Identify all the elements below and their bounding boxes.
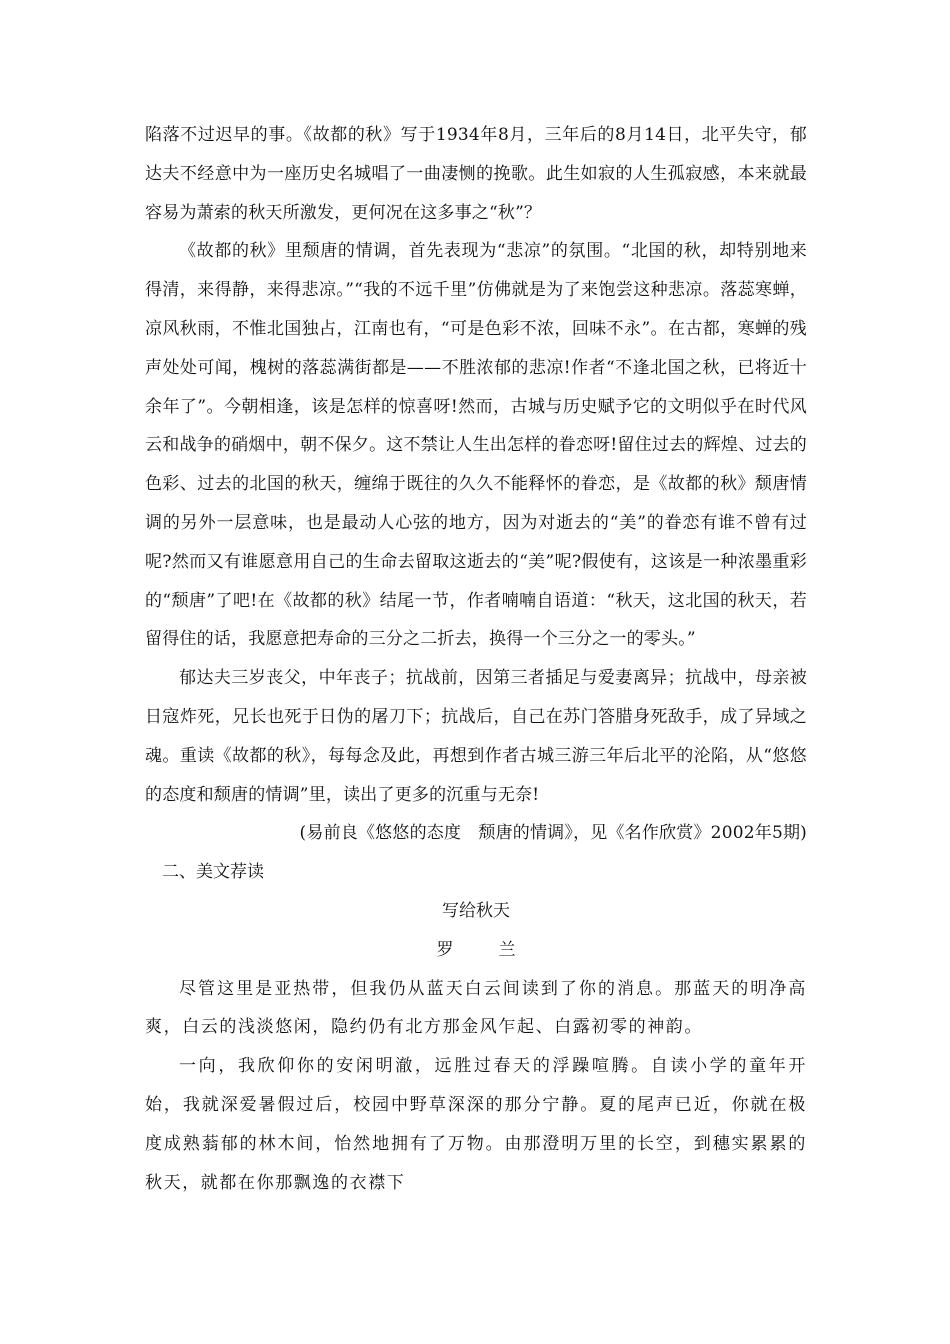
essay-body <box>145 970 807 1203</box>
essay-author: 罗 兰 <box>436 939 530 960</box>
text-column <box>145 116 807 1202</box>
essay-paragraph-2: 一向，我欣仰你的安闲明澈，远胜过春天的浮躁喧腾。自读小学的童年开始，我就深爱暑假过后，校园中野草深深的那分宁静。夏的尾声已近，你就在极度成熟蓊郁的林木间，怡然地拥有了万物。由那澄明万里的长空，到穗实累累的秋天，就都在你那飘逸的衣襟下 <box>145 1056 807 1193</box>
article-citation: (易前良《悠悠的态度 颓唐的情调》，见《名作欣赏》2002年5期) <box>299 823 807 844</box>
article-paragraph-3: 郁达夫三岁丧父，中年丧子；抗战前，因第三者插足与爱妻离异；抗战中，母亲被日寇炸死，兄长也死于日伪的屠刀下；抗战后，自己在苏门答腊身死敌手，成了异域之魂。重读《故都的秋》，每每念及此，再想到作者古城三游三年后北平的沦陷，从“悠悠的态度和颓唐的情调”里，读出了更多的沉重与无奈! <box>145 668 807 805</box>
section-heading: 二、美文荐读 <box>162 862 264 883</box>
essay-paragraph-1: 尽管这里是亚热带，但我仍从蓝天白云间读到了你的消息。那蓝天的明净高爽，白云的浅淡悠闲，隐约仍有北方那金风乍起、白露初零的神韵。 <box>145 978 807 1038</box>
essay-title: 写给秋天 <box>442 900 510 921</box>
article-paragraph-1: 陷落不过迟早的事。《故都的秋》写于1934年8月，三年后的8月14日，北平失守，郁达夫不经意中为一座历史名城唱了一曲凄恻的挽歌。此生如寂的人生孤寂感，本来就最容易为萧索的秋天所激发，更何况在这多事之“秋”？ <box>145 125 807 223</box>
article-paragraph-2: 《故都的秋》里颓唐的情调，首先表现为“悲凉”的氛围。“北国的秋，却特别地来得清，来得静，来得悲凉。”“我的不远千里”仿佛就是为了来饱尝这种悲凉。落蕊寒蝉，凉风秋雨，不惟北国独占，江南也有，“可是色彩不浓，回味不永”。在古都，寒蝉的残声处处可闻，槐树的落蕊满街都是——不胜浓郁的悲凉!作者“不逢北国之秋，已将近十余年了”。今朝相逢，该是怎样的惊喜呀!然而，古城与历史赋予它的文明似乎在时代风云和战争的硝烟中，朝不保夕。这不禁让人生出怎样的眷恋呀!留住过去的辉煌、过去的色彩、过去的北国的秋天，缠绵于既往的久久不能释怀的眷恋，是《故都的秋》颓唐情调的另外一层意味，也是最动人心弦的地方，因为对逝去的“美”的眷恋有谁不曾有过呢?然而又有谁愿意用自己的生命去留取这逝去的“美”呢?假使有，这该是一种浓墨重彩的“颓唐”了吧!在《故都的秋》结尾一节，作者喃喃自语道：“秋天，这北国的秋天，若留得住的话，我愿意把寿命的三分之二折去，换得一个三分之一的零头。” <box>145 241 807 650</box>
